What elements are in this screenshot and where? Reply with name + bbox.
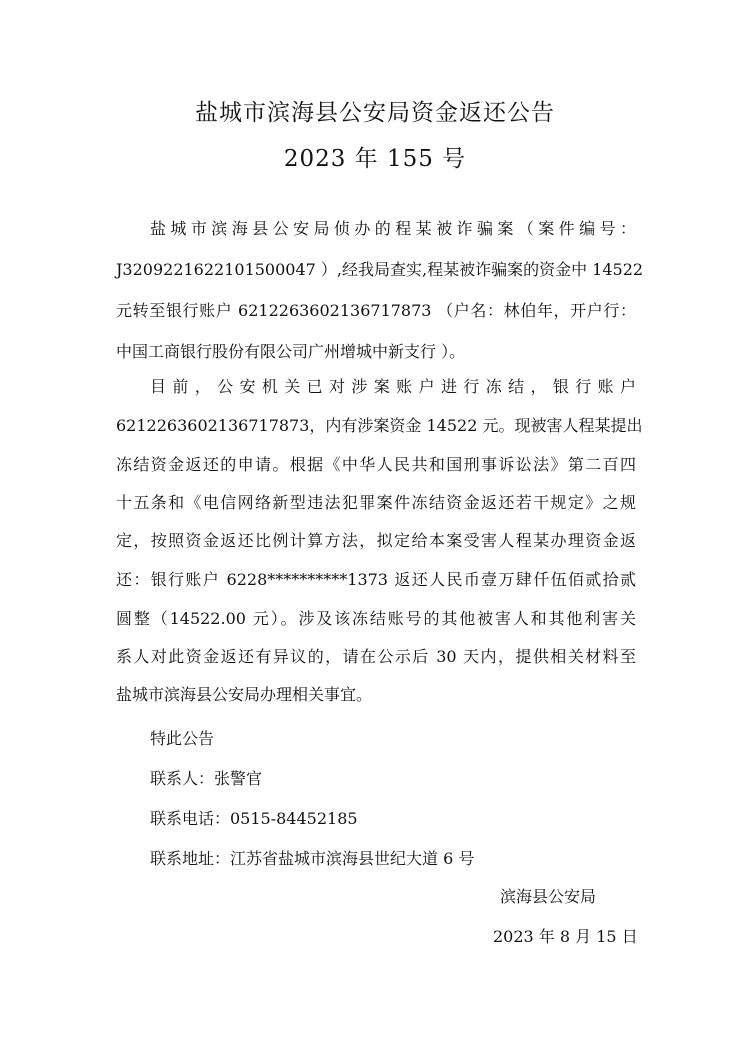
- paragraph2-line-5: 定，按照资金返还比例计算方法，拟定给本案受害人程某办理资金返: [116, 531, 636, 550]
- paragraph2-line-8: 系人对此资金返还有异议的，请在公示后 30 天内，提供相关材料至: [116, 647, 636, 666]
- contact-person: 联系人：张警官: [150, 769, 263, 788]
- paragraph1-line-3: 元转至银行账户 6212263602136717873 （户名：林伯年，开户行：: [116, 301, 636, 320]
- paragraph2-line-7: 圆整（14522.00 元）。涉及该冻结账号的其他被害人和其他利害关: [116, 609, 636, 628]
- notice-title: 盐城市滨海县公安局资金返还公告: [195, 100, 555, 126]
- paragraph1-line-4: 中国工商银行股份有限公司广州增城中新支行 ）。: [116, 342, 466, 361]
- contact-address: 联系地址：江苏省盐城市滨海县世纪大道 6 号: [150, 849, 475, 868]
- paragraph2-line-4: 十五条和《电信网络新型违法犯罪案件冻结资金返还若干规定》之规: [116, 493, 636, 512]
- paragraph1-line-2: J3209221622101500047 ）,经我局查实,程某被诈骗案的资金中 14522: [116, 260, 644, 279]
- paragraph2-line-1: 目前，公安机关已对涉案账户进行冻结，银行账户: [150, 377, 636, 396]
- signature-issuer: 滨海县公安局: [500, 887, 597, 906]
- paragraph2-line-9: 盐城市滨海县公安局办理相关事宜。: [116, 685, 373, 704]
- closing-text: 特此公告: [150, 729, 215, 748]
- notice-number: 2023 年 155 号: [283, 146, 467, 172]
- paragraph1-line-1: 盐城市滨海县公安局侦办的程某被诈骗案（案件编号：: [150, 219, 636, 238]
- signature-date: 2023 年 8 月 15 日: [493, 927, 638, 946]
- paragraph2-line-6: 还：银行账户 6228**********1373 返还人民币壹万肆仟伍佰贰拾贰: [116, 570, 636, 589]
- paragraph2-line-2: 6212263602136717873，内有涉案资金 14522 元。现被害人程某提出: [116, 416, 643, 435]
- contact-phone: 联系电话：0515-84452185: [150, 809, 358, 828]
- paragraph2-line-3: 冻结资金返还的申请。根据《中华人民共和国刑事诉讼法》第二百四: [116, 455, 636, 474]
